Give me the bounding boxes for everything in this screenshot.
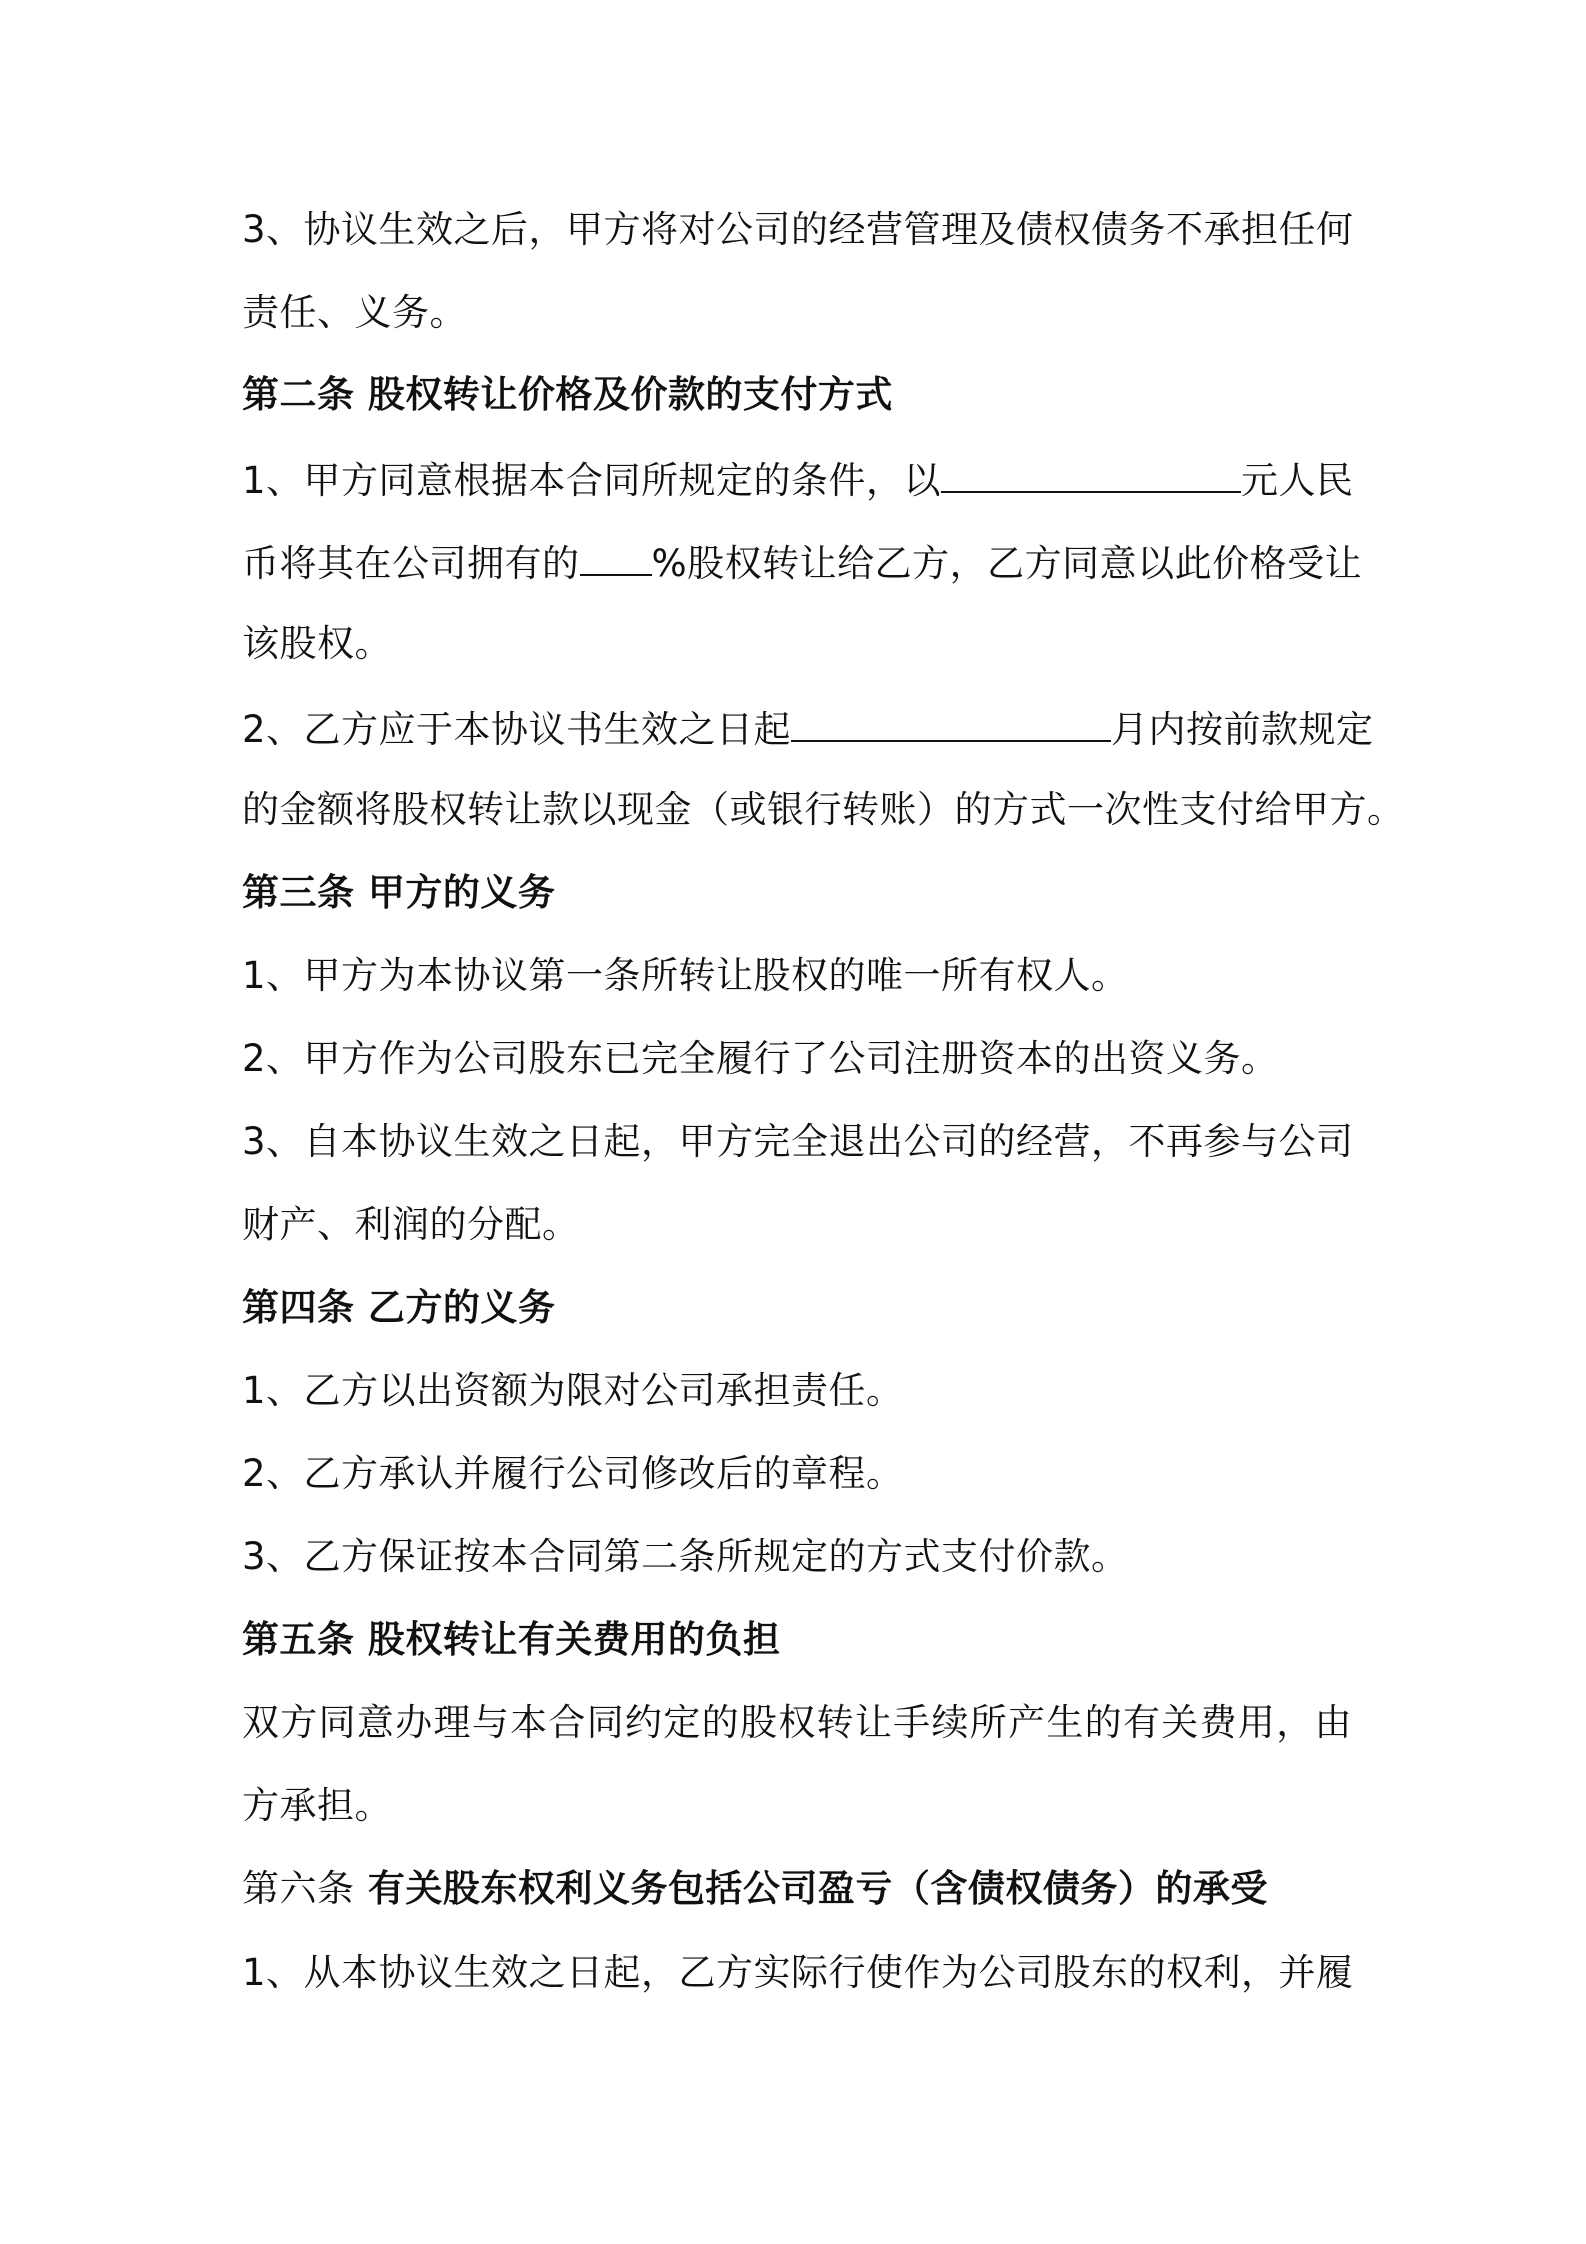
- paragraph-line: 责任、义务。: [242, 291, 467, 334]
- paragraph-line: 3、乙方保证按本合同第二条所规定的方式支付价款。: [242, 1535, 1129, 1578]
- section-heading-4: 第四条 乙方的义务: [242, 1286, 556, 1329]
- paragraph-line: 1、乙方以出资额为限对公司承担责任。: [242, 1369, 904, 1412]
- section-heading-2: 第二条 股权转让价格及价款的支付方式: [242, 373, 893, 416]
- section-heading-6: [242, 1866, 1352, 1912]
- text-segment: %股权转让给乙方，乙方同意以此价格受让: [651, 542, 1363, 585]
- paragraph-line: 3、自本协议生效之日起，甲方完全退出公司的经营，不再参与公司: [242, 1120, 1354, 1163]
- text-segment: 元人民: [1241, 459, 1354, 502]
- text-segment: 月内按前款规定: [1111, 708, 1374, 751]
- paragraph-line: 财产、利润的分配。: [242, 1203, 580, 1246]
- fill-in-blank-months[interactable]: [791, 704, 1111, 742]
- text-segment: 1、甲方同意根据本合同所规定的条件，以: [242, 459, 942, 502]
- section-title: 有关股东权利义务包括公司盈亏（含债权债务）的承受: [367, 1867, 1268, 1910]
- section-heading-3: 第三条 甲方的义务: [242, 871, 556, 914]
- paragraph-line: 双方同意办理与本合同约定的股权转让手续所产生的有关费用，由: [242, 1701, 1352, 1744]
- text-segment: 币将其在公司拥有的: [242, 542, 580, 585]
- paragraph-line: [242, 455, 1352, 501]
- fill-in-blank-percent[interactable]: [580, 538, 652, 576]
- paragraph-line: 的金额将股权转让款以现金（或银行转账）的方式一次性支付给甲方。: [242, 788, 1405, 831]
- fill-in-blank-price[interactable]: [941, 455, 1241, 493]
- paragraph-line: 1、从本协议生效之日起，乙方实际行使作为公司股东的权利，并履: [242, 1951, 1354, 1994]
- paragraph-line: 该股权。: [242, 622, 392, 665]
- paragraph-line: 3、协议生效之后，甲方将对公司的经营管理及债权债务不承担任何: [242, 208, 1354, 251]
- paragraph-line: [242, 538, 1363, 585]
- text-segment: 2、乙方应于本协议书生效之日起: [242, 708, 792, 751]
- section-number: 第六条: [242, 1867, 355, 1910]
- paragraph-line: 2、甲方作为公司股东已完全履行了公司注册资本的出资义务。: [242, 1037, 1279, 1080]
- paragraph-line: 方承担。: [242, 1784, 392, 1827]
- paragraph-line: [242, 704, 1374, 751]
- section-heading-5: 第五条 股权转让有关费用的负担: [242, 1618, 781, 1661]
- paragraph-line: 1、甲方为本协议第一条所转让股权的唯一所有权人。: [242, 954, 1129, 997]
- paragraph-line: 2、乙方承认并履行公司修改后的章程。: [242, 1452, 904, 1495]
